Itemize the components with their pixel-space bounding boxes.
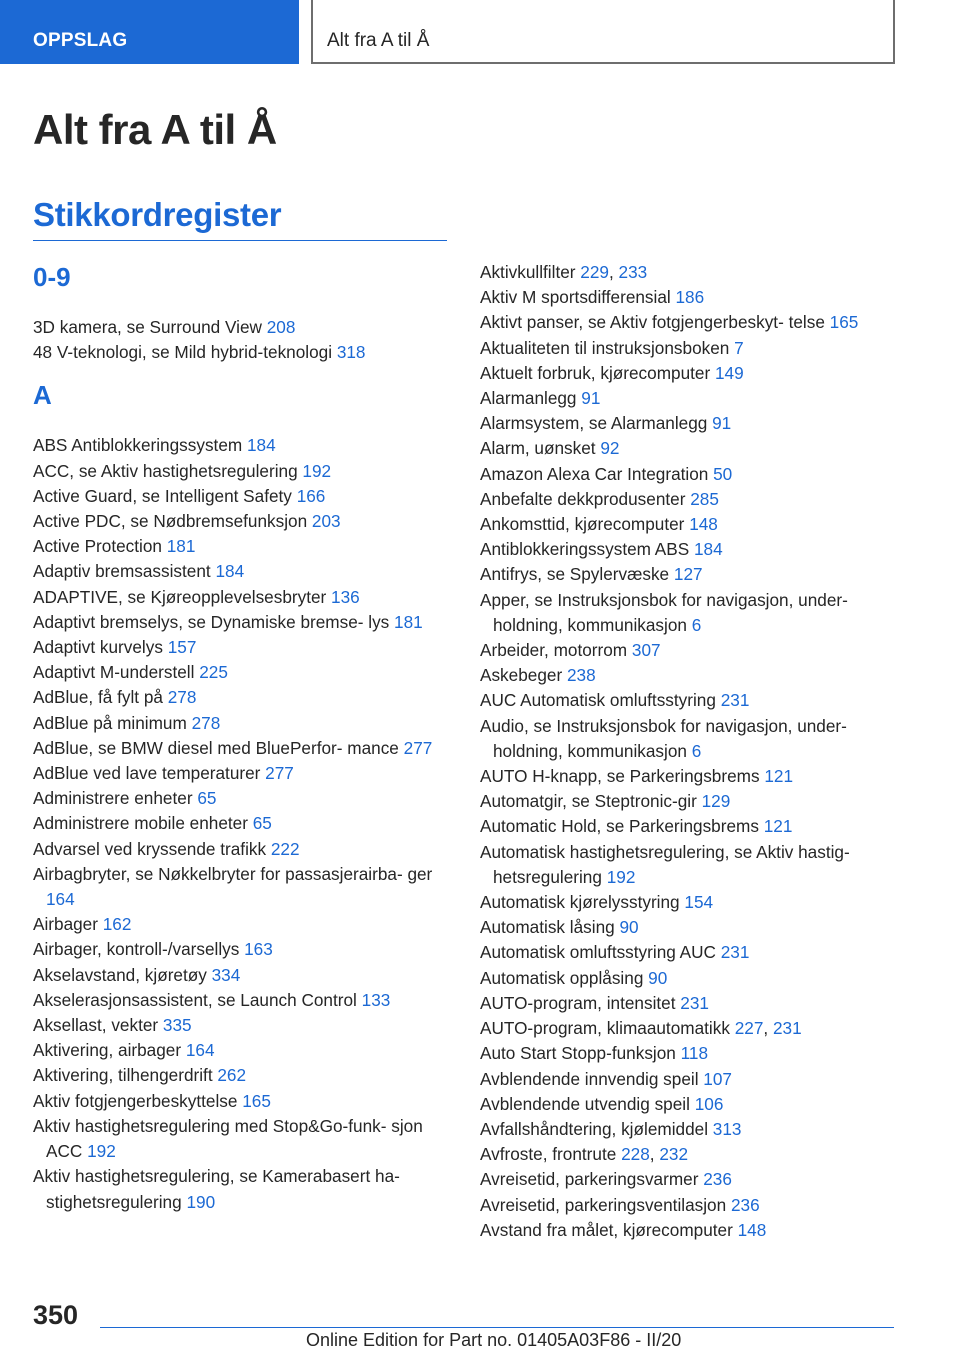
index-entry (33, 340, 453, 365)
index-term: Avreisetid, parkeringsventilasjon (480, 1194, 731, 1215)
page-reference-link[interactable]: 133 (361, 989, 391, 1010)
index-term: Aksellast, vekter (33, 1015, 163, 1036)
page-reference-link[interactable]: 307 (631, 640, 661, 661)
page-reference-link[interactable]: 278 (167, 687, 197, 708)
index-entry (480, 789, 900, 814)
index-entry (480, 487, 900, 512)
index-term: Avfallshåndtering, kjølemiddel (480, 1118, 713, 1139)
page-reference-link[interactable]: 285 (690, 488, 719, 509)
page-reference-link[interactable]: 165 (242, 1090, 271, 1111)
index-entry (33, 635, 453, 660)
index-term: AUTO H-knapp, se Parkeringsbrems (480, 766, 765, 787)
index-entry (480, 940, 900, 965)
index-entry (480, 688, 900, 713)
page-reference-link[interactable]: 190 (186, 1191, 216, 1212)
page-reference-link[interactable]: 231 (720, 942, 750, 963)
page-reference-link[interactable]: 50 (713, 463, 733, 484)
index-entry (33, 315, 453, 340)
index-entry (33, 559, 453, 584)
index-term: Aktivkullfilter (480, 262, 581, 282)
page-reference-link[interactable]: 157 (167, 637, 197, 658)
page-reference-link[interactable]: 91 (581, 388, 601, 409)
index-entry (33, 786, 453, 811)
index-term: Ankomsttid, kjørecomputer (480, 514, 690, 535)
index-term: Alarm, uønsket (480, 438, 601, 459)
page-reference-link[interactable]: 163 (244, 939, 273, 960)
page-reference-link[interactable]: 106 (694, 1093, 724, 1114)
index-entry (33, 484, 453, 509)
index-term: Antiblokkeringssystem ABS (480, 539, 694, 560)
index-term: 48 V-teknologi, se Mild hybrid-teknologi (33, 342, 337, 363)
page-reference-link[interactable]: 277 (403, 737, 433, 758)
index-entry (33, 1013, 453, 1038)
index-entry (33, 1063, 453, 1088)
page-reference-link[interactable]: 181 (394, 611, 423, 632)
index-entry (33, 862, 453, 912)
index-term: AUTO-program, klimaautomatikk (480, 1018, 735, 1039)
index-term: Automatisk låsing (480, 917, 620, 938)
page-reference-link[interactable]: 238 (566, 665, 596, 686)
page-reference-link[interactable]: 231 (720, 690, 750, 711)
index-entry (33, 534, 453, 559)
index-term: Avreisetid, parkeringsvarmer (480, 1169, 704, 1190)
index-letter-heading: A (33, 380, 52, 411)
index-term: Automatisk hastighetsregulering, se Aktiv hastig‐ hetsregulering (480, 841, 850, 887)
index-term: ABS Antiblokkeringssystem (33, 435, 247, 456)
index-column-right (480, 260, 900, 1243)
edition-footer: Online Edition for Part no. 01405A03F86 - II/20 (306, 1330, 682, 1350)
index-term: AdBlue ved lave temperaturer (33, 763, 266, 784)
index-entry (480, 1142, 900, 1167)
page-reference-link[interactable]: 231 (680, 992, 709, 1013)
page-reference-link[interactable]: 148 (689, 514, 718, 535)
index-term: ADAPTIVE, se Kjøreopplevelsesbryter (33, 586, 332, 607)
index-term: Automatic Hold, se Parkeringsbrems (480, 816, 764, 837)
index-term: Adaptivt kurvelys (33, 637, 168, 658)
page-reference-link[interactable]: 184 (693, 539, 723, 560)
page-reference-link[interactable]: 192 (87, 1141, 116, 1162)
index-term: Airbager (33, 914, 103, 935)
index-entry (480, 361, 900, 386)
index-term: Active PDC, se Nødbremsefunksjon (33, 511, 312, 532)
index-term: Adaptivt M-understell (33, 662, 200, 683)
page-reference-link[interactable]: 121 (764, 766, 794, 787)
page-reference-link[interactable]: 6 (691, 740, 702, 761)
index-term: Aktuelt forbruk, kjørecomputer (480, 362, 715, 383)
page-reference-link[interactable]: 65 (252, 813, 272, 834)
page-reference-link[interactable]: 335 (162, 1015, 192, 1036)
index-subtitle: Stikkordregister (33, 196, 282, 233)
page-reference-link[interactable]: 236 (730, 1194, 760, 1215)
index-term: Adaptivt bremselys, se Dynamiske bremse‐ lys (33, 611, 395, 632)
page-title: Alt fra A til Å (33, 106, 277, 153)
page-reference-link[interactable]: 233 (618, 262, 648, 282)
index-term: Advarsel ved kryssende trafikk (33, 838, 271, 859)
index-entry (480, 260, 900, 285)
index-term: Aktiv fotgjengerbeskyttelse (33, 1090, 243, 1111)
page-ref-separator: , (763, 1018, 773, 1039)
index-term: AdBlue, få fylt på (33, 687, 168, 708)
index-entry (33, 963, 453, 988)
index-term: Aktiv M sportsdifferensial (480, 287, 676, 308)
page-number: 350 (33, 1300, 79, 1330)
index-term: Arbeider, motorrom (480, 640, 632, 661)
page-reference-link[interactable]: 277 (265, 763, 294, 784)
index-entry (33, 1038, 453, 1063)
index-term: Aktiv hastighetsregulering, se Kamerabasert ha‐ stighetsregulering (33, 1166, 400, 1212)
page-reference-link[interactable]: 228 (621, 1144, 650, 1165)
index-entry (33, 736, 453, 761)
index-term: Avstand fra målet, kjørecomputer (480, 1219, 738, 1240)
index-entry (33, 937, 453, 962)
subtitle-divider (33, 240, 447, 241)
index-entry (480, 1067, 900, 1092)
page-reference-link[interactable]: 313 (712, 1118, 742, 1139)
page-ref-separator: , (649, 1144, 660, 1165)
index-term: Aktivt panser, se Aktiv fotgjengerbeskyt‐ telse (480, 312, 830, 333)
page-reference-link[interactable]: 118 (680, 1043, 709, 1064)
index-entry (33, 837, 453, 862)
page-reference-link[interactable]: 318 (336, 342, 366, 363)
index-term: AdBlue, se BMW diesel med BluePerfor‐ mance (33, 737, 404, 758)
index-term: Administrere mobile enheter (33, 813, 253, 834)
index-term: Airbager, kontroll-/varsellys (33, 939, 245, 960)
page-reference-link[interactable]: 203 (311, 511, 341, 532)
page-reference-link[interactable]: 208 (266, 317, 296, 337)
index-term: Anbefalte dekkprodusenter (480, 488, 691, 509)
index-entry (33, 509, 453, 534)
index-term: Askebeger (480, 665, 567, 686)
index-entry (480, 1016, 900, 1041)
index-term: AdBlue på minimum (33, 712, 192, 733)
page-reference-link[interactable]: 148 (737, 1219, 767, 1240)
index-entry (480, 1092, 900, 1117)
page-reference-link[interactable]: 232 (659, 1144, 689, 1165)
page-reference-link[interactable]: 334 (211, 964, 241, 985)
index-entry (480, 285, 900, 310)
index-entry (480, 411, 900, 436)
index-entry (33, 912, 453, 937)
index-term: Administrere enheter (33, 788, 198, 809)
index-term: Akselerasjonsassistent, se Launch Control (33, 989, 362, 1010)
index-entry (480, 991, 900, 1016)
index-entry (480, 1193, 900, 1218)
page-reference-link[interactable]: 192 (302, 460, 332, 481)
page-ref-separator: , (608, 262, 619, 282)
index-term: Audio, se Instruksjonsbok for navigasjon, under‐ holdning, kommunikasjon (480, 715, 847, 761)
footer-divider (100, 1327, 894, 1328)
page-reference-link[interactable]: 225 (199, 662, 228, 683)
index-entry (33, 660, 453, 685)
page-reference-link[interactable]: 107 (703, 1068, 732, 1089)
index-entry (480, 1117, 900, 1142)
index-entry (480, 966, 900, 991)
page-reference-link[interactable]: 136 (331, 586, 360, 607)
page-reference-link[interactable]: 166 (296, 485, 326, 506)
page-reference-link[interactable]: 154 (684, 892, 714, 913)
index-term: Amazon Alexa Car Integration (480, 463, 714, 484)
page-reference-link[interactable]: 184 (215, 561, 245, 582)
index-entry (480, 764, 900, 789)
index-entry (480, 638, 900, 663)
index-term: Alarmanlegg (480, 388, 582, 409)
page-reference-link[interactable]: 262 (217, 1065, 247, 1086)
index-term: Automatgir, se Steptronic-gir (480, 791, 702, 812)
index-entry (33, 761, 453, 786)
page-reference-link[interactable]: 92 (600, 438, 620, 459)
page-reference-link[interactable]: 90 (619, 917, 639, 938)
index-column-left (33, 260, 453, 1215)
index-entry (480, 915, 900, 940)
page-reference-link[interactable]: 129 (701, 791, 731, 812)
index-term: Akselavstand, kjøretøy (33, 964, 212, 985)
index-entry (33, 585, 453, 610)
index-term: ACC, se Aktiv hastighetsregulering (33, 460, 303, 481)
page-reference-link[interactable]: 278 (191, 712, 221, 733)
index-entry (480, 512, 900, 537)
index-term: Adaptiv bremsassistent (33, 561, 216, 582)
index-entry (480, 336, 900, 361)
page-reference-link[interactable]: 231 (772, 1018, 802, 1039)
index-entry (480, 663, 900, 688)
index-entry (33, 610, 453, 635)
index-term: Avblendende innvendig speil (480, 1068, 704, 1089)
page-reference-link[interactable]: 7 (734, 337, 744, 358)
index-entry (33, 1164, 453, 1214)
index-entry (480, 1041, 900, 1066)
index-term: Automatisk kjørelysstyring (480, 892, 685, 913)
index-entry (480, 436, 900, 461)
page-reference-link[interactable]: 90 (648, 967, 668, 988)
index-entry (33, 988, 453, 1013)
index-entry (480, 1218, 900, 1243)
index-letter-heading: 0-9 (33, 262, 71, 292)
page-reference-link[interactable]: 181 (166, 536, 196, 557)
index-entry (480, 814, 900, 839)
index-term: AUC Automatisk omluftsstyring (480, 690, 721, 711)
index-term: Alarmsystem, se Alarmanlegg (480, 413, 713, 434)
page-reference-link[interactable]: 192 (606, 866, 636, 887)
index-entry (33, 811, 453, 836)
index-entry (480, 840, 900, 890)
index-entry (480, 386, 900, 411)
index-term: Active Protection (33, 536, 167, 557)
page-reference-link[interactable]: 6 (691, 614, 702, 635)
page-reference-link[interactable]: 165 (829, 312, 859, 333)
index-entry (480, 714, 900, 764)
index-term: Aktivering, airbager (33, 1040, 186, 1061)
index-entry (480, 537, 900, 562)
section-tab: OPPSLAG (0, 0, 299, 64)
page-reference-link[interactable]: 186 (675, 287, 705, 308)
index-entry (480, 1167, 900, 1192)
index-term: Antifrys, se Spylervæske (480, 564, 674, 585)
index-term: Aktivering, tilhengerdrift (33, 1065, 218, 1086)
index-entry (480, 310, 900, 335)
index-term: Automatisk opplåsing (480, 967, 649, 988)
index-term: Aktualiteten til instruksjonsboken (480, 337, 735, 358)
index-term: Active Guard, se Intelligent Safety (33, 485, 297, 506)
page-reference-link[interactable]: 184 (246, 435, 276, 456)
index-term: Airbagbryter, se Nøkkelbryter for passasjerairba‐ ger (33, 863, 433, 884)
index-entry (33, 459, 453, 484)
index-entry (33, 1114, 453, 1164)
index-term: Avfroste, frontrute (480, 1144, 622, 1165)
page-reference-link[interactable]: 91 (712, 413, 732, 434)
page-reference-link[interactable]: 236 (703, 1169, 732, 1190)
index-entry (33, 685, 453, 710)
index-entry (480, 562, 900, 587)
index-term: 3D kamera, se Surround View (33, 317, 267, 337)
index-entry (33, 711, 453, 736)
page-reference-link[interactable]: 149 (714, 362, 744, 383)
page-reference-link[interactable]: 164 (46, 889, 75, 910)
page-reference-link[interactable]: 227 (734, 1018, 764, 1039)
index-term: Avblendende utvendig speil (480, 1093, 695, 1114)
page-reference-link[interactable]: 164 (185, 1040, 215, 1061)
index-term: Automatisk omluftsstyring AUC (480, 942, 721, 963)
index-term: Auto Start Stopp-funksjon (480, 1043, 681, 1064)
page-reference-link[interactable]: 127 (673, 564, 703, 585)
index-entry (33, 433, 453, 458)
chapter-tab: Alt fra A til Å (311, 0, 895, 64)
index-entry (33, 1089, 453, 1114)
index-term: Apper, se Instruksjonsbok for navigasjon, under‐ holdning, kommunikasjon (480, 589, 848, 635)
index-entry (480, 462, 900, 487)
page-reference-link[interactable]: 121 (763, 816, 793, 837)
page-reference-link[interactable]: 65 (197, 788, 217, 809)
index-term: Aktiv hastighetsregulering med Stop&Go-funk‐ sjon ACC (33, 1115, 423, 1162)
page-reference-link[interactable]: 162 (102, 914, 132, 935)
page-reference-link[interactable]: 222 (270, 838, 300, 859)
index-entry (480, 890, 900, 915)
index-term: AUTO-program, intensitet (480, 992, 681, 1013)
index-entry (480, 588, 900, 638)
page-reference-link[interactable]: 229 (580, 262, 609, 282)
